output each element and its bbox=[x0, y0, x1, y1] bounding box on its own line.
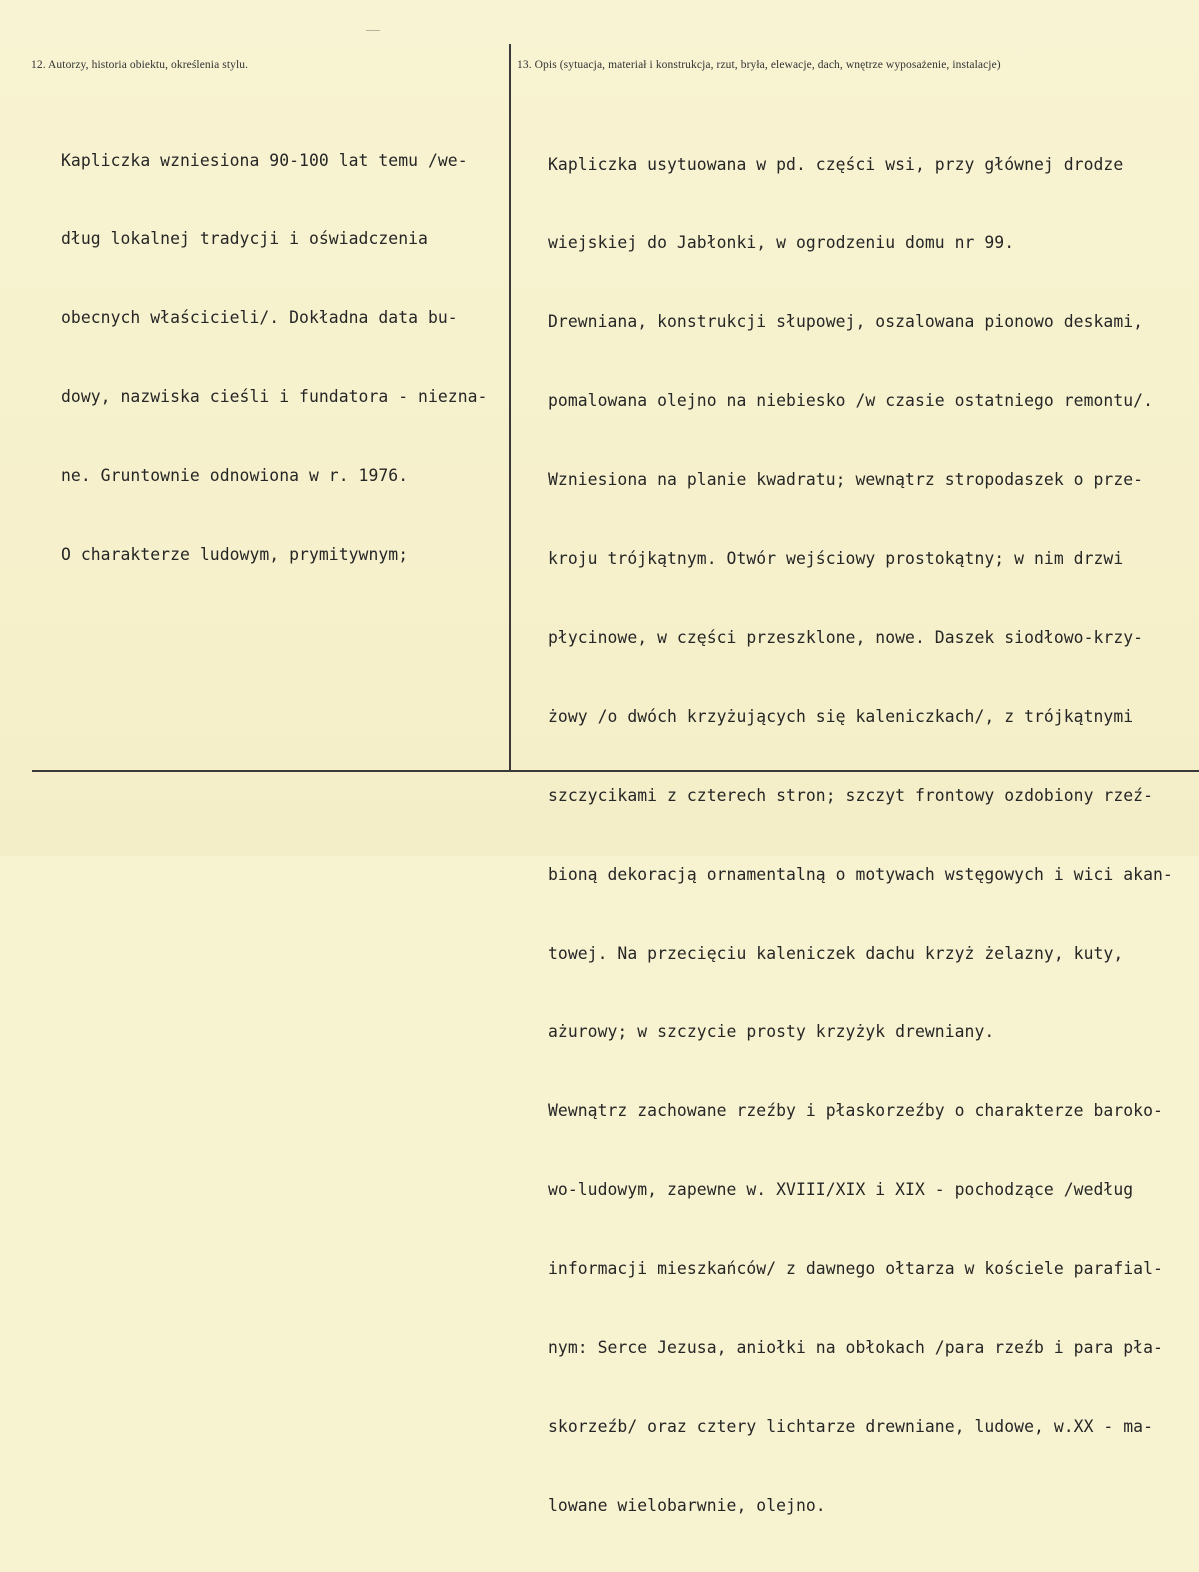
typed-line: kroju trójkątnym. Otwór wejściowy prostokątny; w nim drzwi bbox=[548, 549, 1124, 569]
typed-line: towej. Na przecięciu kaleniczek dachu krzyż żelazny, kuty, bbox=[548, 943, 1124, 963]
typed-line: nym: Serce Jezusa, aniołki na obłokach /para rzeźb i para pła- bbox=[548, 1337, 1163, 1357]
field-13-typed-text bbox=[548, 99, 1173, 1572]
printed-mark bbox=[366, 30, 380, 31]
typed-line: wo-ludowym, zapewne w. XVIII/XIX i XIX - pochodzące /według bbox=[548, 1180, 1134, 1200]
typed-line: lowane wielobarwnie, olejno. bbox=[548, 1495, 826, 1515]
typed-line: Kapliczka wzniesiona 90-100 lat temu /we- bbox=[61, 150, 468, 170]
typed-line: ne. Gruntownie odnowiona w r. 1976. bbox=[61, 466, 409, 486]
typed-line: szczycikami z czterech stron; szczyt frontowy ozdobiony rzeź- bbox=[548, 785, 1153, 805]
typed-line: wiejskiej do Jabłonki, w ogrodzeniu domu nr 99. bbox=[548, 233, 1015, 253]
typed-line: Drewniana, konstrukcji słupowej, oszalowana pionowo deskami, bbox=[548, 312, 1144, 332]
typed-line: płycinowe, w części przeszklone, nowe. Daszek siodłowo-krzy- bbox=[548, 627, 1144, 647]
column-divider bbox=[509, 44, 511, 772]
typed-line: Wewnątrz zachowane rzeźby i płaskorzeźby o charakterze baroko- bbox=[548, 1101, 1163, 1121]
typed-line: informacji mieszkańców/ z dawnego ołtarza w kościele parafial- bbox=[548, 1259, 1163, 1279]
typed-line: żowy /o dwóch krzyżujących się kaleniczkach/, z trójkątnymi bbox=[548, 706, 1134, 726]
typed-line: O charakterze ludowym, prymitywnym; bbox=[61, 545, 409, 565]
field-13-label: 13. Opis (sytuacja, materiał i konstrukcja, rzut, bryła, elewacje, dach, wnętrze wyposażenie, instalacje) bbox=[517, 59, 1001, 71]
field-12-typed-text bbox=[61, 95, 487, 621]
typed-line: bioną dekoracją ornamentalną o motywach wstęgowych i wici akan- bbox=[548, 864, 1173, 884]
typed-line: dług lokalnej tradycji i oświadczenia bbox=[61, 229, 428, 249]
typed-line: pomalowana olejno na niebiesko /w czasie ostatniego remontu/. bbox=[548, 391, 1153, 411]
typed-line: Wzniesiona na planie kwadratu; wewnątrz stropodaszek o prze- bbox=[548, 470, 1144, 490]
typed-line: ażurowy; w szczycie prosty krzyżyk drewniany. bbox=[548, 1022, 995, 1042]
field-12-label: 12. Autorzy, historia obiektu, określenia stylu. bbox=[31, 59, 249, 71]
typed-line: Kapliczka usytuowana w pd. części wsi, przy głównej drodze bbox=[548, 154, 1124, 174]
typed-line: skorzeźb/ oraz cztery lichtarze drewniane, ludowe, w.XX - ma- bbox=[548, 1416, 1153, 1436]
typed-line: obecnych właścicieli/. Dokładna data bu- bbox=[61, 308, 458, 328]
typed-line: dowy, nazwiska cieśli i fundatora - niezna- bbox=[61, 387, 488, 407]
